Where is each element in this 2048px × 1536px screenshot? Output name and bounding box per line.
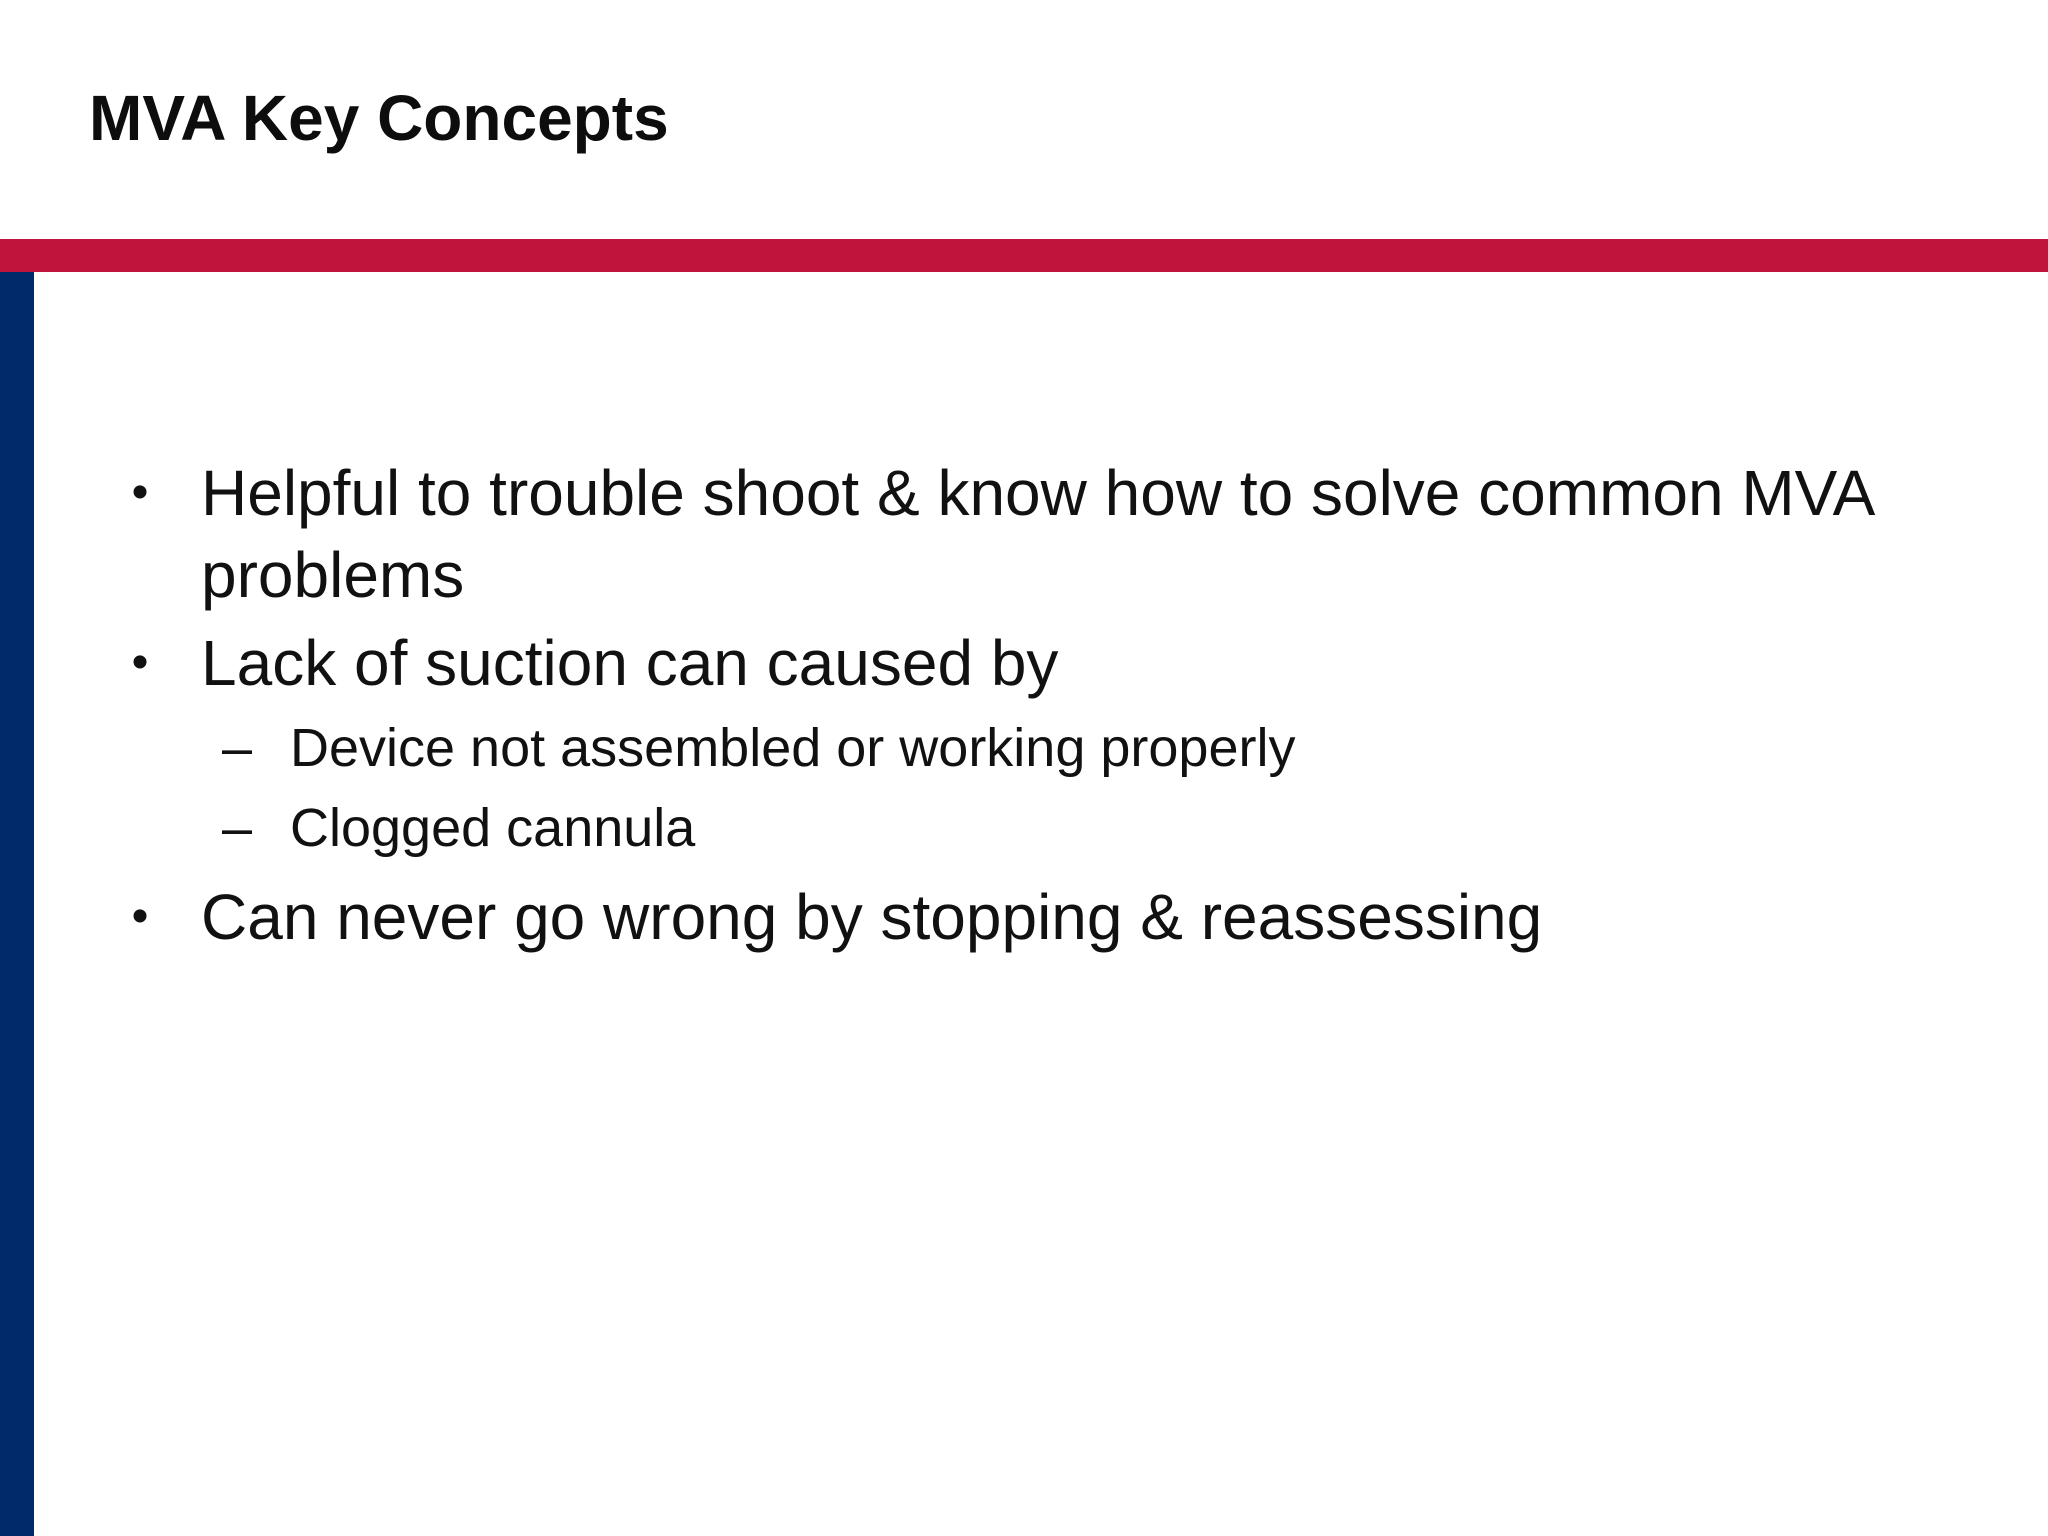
sub-bullet-text: Device not assembled or working properly xyxy=(290,718,1296,778)
bullet-item xyxy=(120,452,2020,616)
bullet-text: Helpful to trouble shoot & know how to solve common MVA problems xyxy=(201,457,1872,611)
accent-bar xyxy=(0,239,2048,272)
sub-bullet-marker: – xyxy=(222,798,253,858)
bullet-list xyxy=(120,452,2020,958)
bullet-marker: • xyxy=(131,636,149,689)
side-bar xyxy=(0,272,34,1536)
slide-content xyxy=(120,452,2020,964)
sub-bullet-text: Clogged cannula xyxy=(290,798,696,858)
sub-bullet-item xyxy=(120,708,2020,788)
sub-bullet-marker: – xyxy=(222,718,253,778)
bullet-item xyxy=(120,876,2020,958)
sub-bullet-item xyxy=(120,788,2020,868)
bullet-text: Can never go wrong by stopping & reassessing xyxy=(201,881,1543,953)
bullet-marker: • xyxy=(131,466,149,519)
sub-bullet-list xyxy=(201,708,2020,868)
bullet-item xyxy=(120,622,2020,868)
slide-title: MVA Key Concepts xyxy=(89,82,669,154)
bullet-text: Lack of suction can caused by xyxy=(201,627,1059,699)
bullet-marker: • xyxy=(131,890,149,943)
